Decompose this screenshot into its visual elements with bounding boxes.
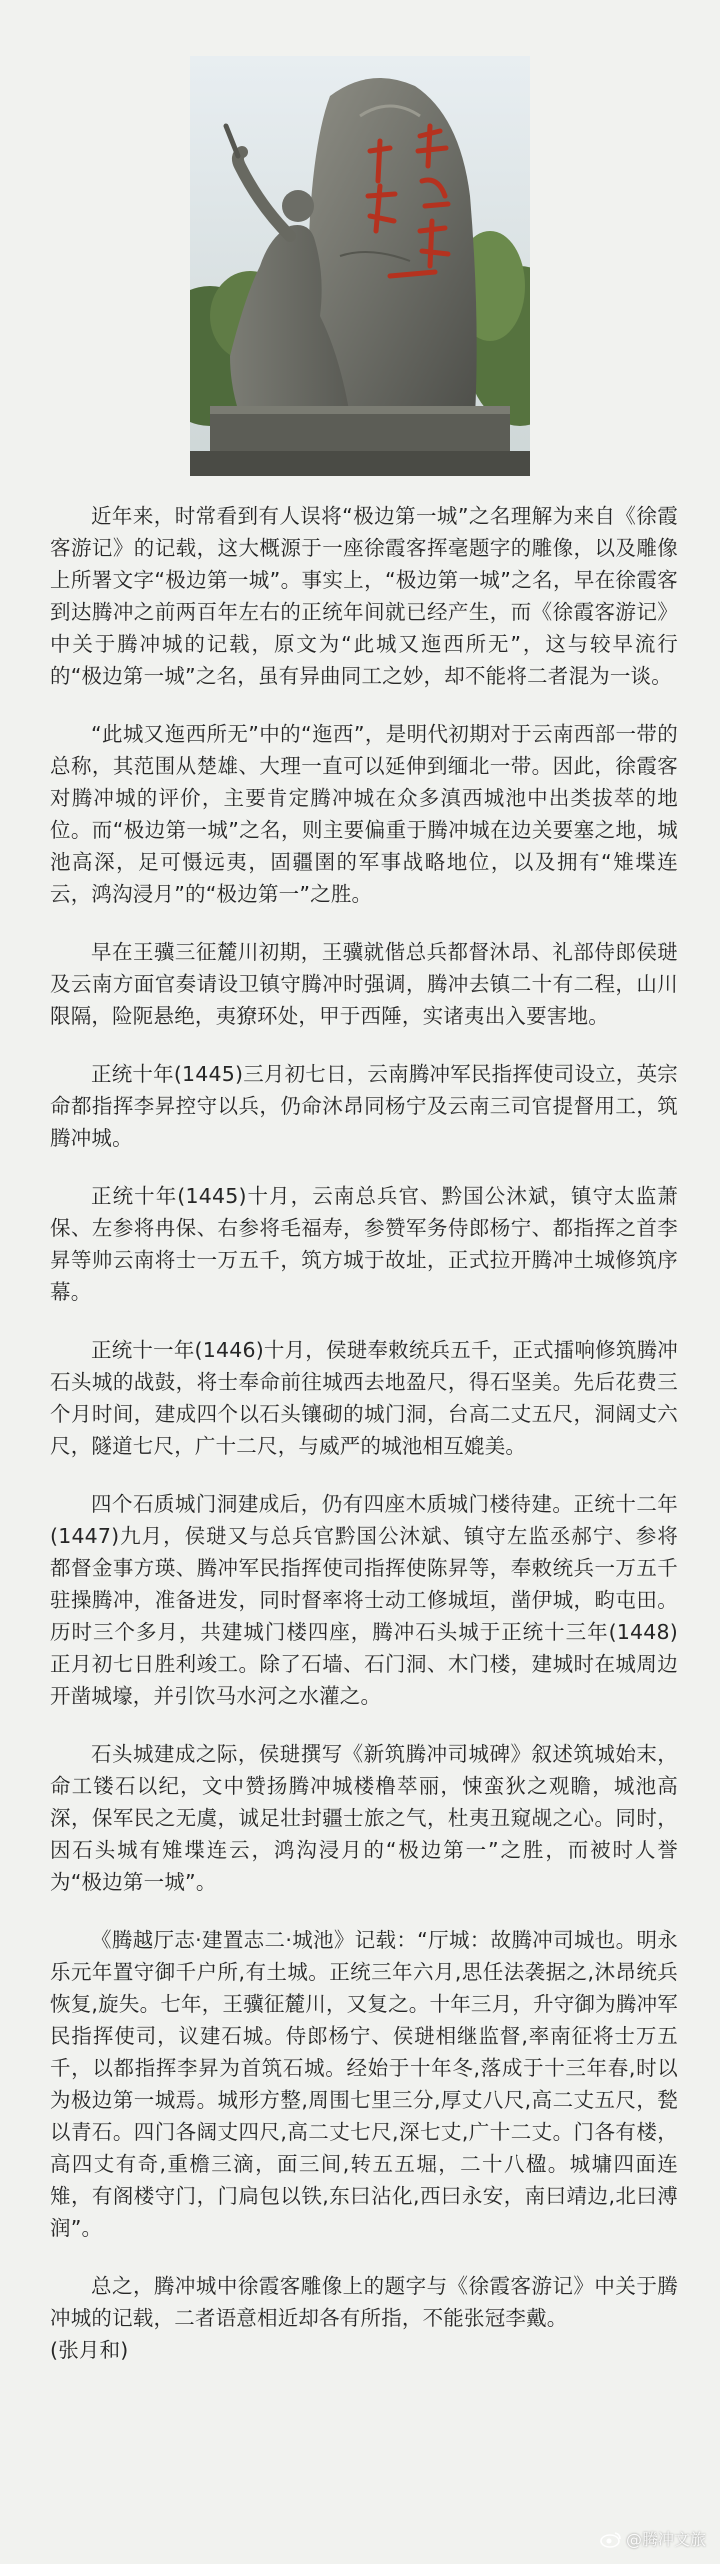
statue-photo	[190, 56, 530, 476]
paragraph-2: “此城又迤西所无”中的“迤西”，是明代初期对于云南西部一带的总称，其范围从楚雄、大理一直可以延伸到缅北一带。因此，徐霞客对腾冲城的评价，主要肯定腾冲城在众多滇西城池中出类拔萃的地位。而“极边第一城”之名，则主要偏重于腾冲城在边关要塞之地，城池高深，足可慑远夷，固疆圉的军事战略地位，以及拥有“雉堞连云，鸿沟浸月”的“极边第一”之胜。	[50, 722, 678, 906]
paragraph-9: 《腾越厅志·建置志二·城池》记载：“厅城：故腾冲司城也。明永乐元年置守御千户所,有土城。正统三年六月,思任法袭据之,沐昂统兵恢复,旋失。七年，王骥征麓川，又复之。十年三月，升守御为腾冲军民指挥使司，议建石城。侍郎杨宁、侯琎相继监督,率南征将士万五千，以都指挥李昇为首筑石城。经始于十年冬,落成于十三年春,时以为极边第一城焉。城形方整,周围七里三分,厚丈八尺,高二丈五尺，甃以青石。四门各阔丈四尺,高二丈七尺,深七丈,广十二丈。门各有楼，高四丈有奇,重檐三滴，面三间,转五五堀，二十八楹。城墉四面连雉，有阁楼守门，门扃包以铁,东曰沾化,西曰永安，南曰靖边,北曰溥润”。	[50, 1928, 678, 2240]
article-body	[50, 500, 678, 2392]
paragraph-4: 正统十年(1445)三月初七日，云南腾冲军民指挥使司设立，英宗命都指挥李昇控守以兵，仍命沐昂同杨宁及云南三司官提督用工，筑腾冲城。	[50, 1062, 678, 1150]
weibo-logo-icon	[600, 2530, 622, 2548]
paragraph-8: 石头城建成之际，侯琎撰写《新筑腾冲司城碑》叙述筑城始末，命工镂石以纪，文中赞扬腾冲城楼橹萃丽，悚蛮狄之观瞻，城池高深，保军民之无虞，诚足壮封疆士旅之气，杜夷丑窥觇之心。同时，因石头城有雉堞连云，鸿沟浸月的“极边第一”之胜，而被时人誉为“极边第一城”。	[50, 1742, 678, 1894]
paragraph-6: 正统十一年(1446)十月，侯琎奉敕统兵五千，正式擂响修筑腾冲石头城的战鼓，将士奉命前往城西去地盈尺，得石坚美。先后花费三个月时间，建成四个以石头镶砌的城门洞，台高二丈五尺，洞阔丈六尺，隧道七尺，广十二尺，与威严的城池相互媲美。	[50, 1338, 678, 1458]
paragraph-7: 四个石质城门洞建成后，仍有四座木质城门楼待建。正统十二年(1447)九月，侯琎又与总兵官黔国公沐斌、镇守左监丞郝宁、参将都督金事方瑛、腾冲军民指挥使司指挥使陈昇等，奉敕统兵一万五千驻操腾冲，准备进发，同时督率将士动工修城垣，凿伊城，畇屯田。历时三个多月，共建城门楼四座，腾冲石头城于正统十三年(1448)正月初七日胜利竣工。除了石墙、石门洞、木门楼，建城时在城周边开凿城壕，并引饮马水河之水灌之。	[50, 1492, 678, 1708]
paragraph-1: 近年来，时常看到有人误将“极边第一城”之名理解为来自《徐霞客游记》的记载，这大概源于一座徐霞客挥毫题字的雕像，以及雕像上所署文字“极边第一城”。事实上，“极边第一城”之名，早在徐霞客到达腾冲之前两百年左右的正统年间就已经产生，而《徐霞客游记》中关于腾冲城的记载，原文为“此城又迤西所无”，这与较早流行的“极边第一城”之名，虽有异曲同工之妙，却不能将二者混为一谈。	[50, 504, 678, 688]
statue-photo-illustration	[190, 56, 530, 476]
author-signature: (张月和)	[50, 2338, 129, 2362]
paragraph-10: 总之，腾冲城中徐霞客雕像上的题字与《徐霞客游记》中关于腾冲城的记载，二者语意相近却各有所指，不能张冠李戴。	[50, 2274, 678, 2330]
paragraph-5: 正统十年(1445)十月，云南总兵官、黔国公沐斌，镇守太监萧保、左参将冉保、右参将毛福寿，参赞军务侍郎杨宁、都指挥之首李昇等帅云南将士一万五千，筑方城于故址，正式拉开腾冲土城修筑序幕。	[50, 1184, 678, 1304]
watermark-text: @腾冲文旅	[625, 2530, 706, 2549]
paragraph-3: 早在王骥三征麓川初期，王骥就偕总兵都督沐昂、礼部侍郎侯琎及云南方面官奏请设卫镇守腾冲时强调，腾冲去镇二十有二程，山川限隔，险阨悬绝，夷獠环处，甲于西陲，实诸夷出入要害地。	[50, 940, 678, 1028]
watermark	[600, 2527, 706, 2550]
